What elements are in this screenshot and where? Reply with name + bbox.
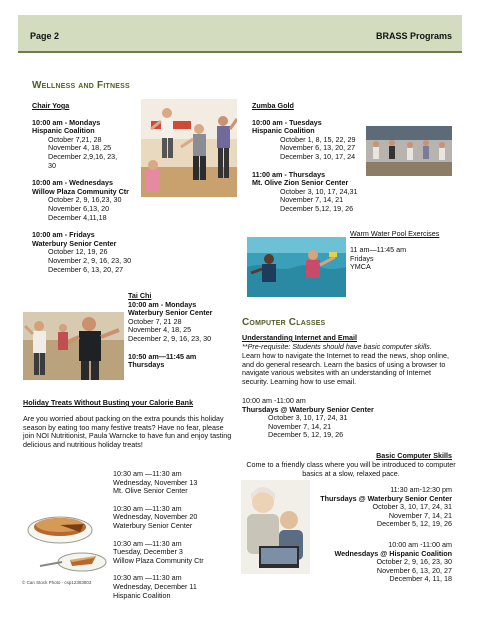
holiday-place-2: Waterbury Senior Center xyxy=(113,520,193,530)
internet-place: Thursdays @ Waterbury Senior Center xyxy=(242,404,374,414)
tai-chi-date-b: November 4, 18, 25 xyxy=(128,325,192,335)
chair-yoga-time-3: 10:00 am - Fridays xyxy=(32,230,95,240)
tai-chi-extra-day: Thursdays xyxy=(128,360,165,370)
chair-yoga-date-1c: December 2,9,16, 23, xyxy=(48,151,118,161)
pool-place: YMCA xyxy=(350,262,371,272)
internet-time: 10:00 am -11:00 am xyxy=(242,396,306,405)
tai-chi-extra-time: 10:50 am—11:45 am xyxy=(128,351,197,361)
zumba-place-2: Mt. Olive Zion Senior Center xyxy=(252,178,349,188)
tai-chi-date-a: October 7, 21 28 xyxy=(128,316,182,326)
pool-day: Fridays xyxy=(350,253,374,263)
holiday-time-3: 10:30 am —11:30 am xyxy=(113,538,182,548)
basic-place-1: Thursdays @ Waterbury Senior Center xyxy=(320,493,452,503)
internet-desc: Learn how to navigate the Internet to read the news, shop online, and do general research. Learn the basics of using a browser to navigate various websites with an understanding of Internet security. Learning how to use email. xyxy=(242,351,449,386)
basic-session-2 xyxy=(334,541,452,584)
chair-yoga-place-2: Willow Plaza Community Ctr xyxy=(32,186,129,196)
basic-date-2b: November 6, 13, 20, 27 xyxy=(376,565,452,575)
holiday-day-3: Tuesday, December 3 xyxy=(113,547,183,557)
chair-yoga-time-2: 10:00 am - Wednesdays xyxy=(32,178,113,188)
internet-schedule xyxy=(242,397,374,440)
chair-yoga-date-1d: 30 xyxy=(48,160,56,170)
chair-yoga-block xyxy=(32,102,131,274)
zumba-date-2a: October 3, 10, 17, 24,31 xyxy=(280,186,358,196)
holiday-body: Are you worried about packing on the extra pounds this holiday season by eating too many festive treats? Have no fear, please join NOI Nutritionist, Paula Warncke to have fun and enjoy tasting delicious and nutritious holiday treats! xyxy=(23,414,232,449)
pool-photo xyxy=(247,237,346,297)
basic-time-1: 11:30 am-12:30 pm xyxy=(390,485,452,494)
chair-yoga-place-1: Hispanic Coalition xyxy=(32,126,95,136)
basic-time-2: 10:00 am -11:00 am xyxy=(388,540,452,549)
tai-chi-photo xyxy=(23,312,124,380)
holiday-time-2: 10:30 am —11:30 am xyxy=(113,503,182,513)
chair-yoga-date-3c: December 6, 13, 20, 27 xyxy=(48,264,124,274)
computer-class-photo xyxy=(241,480,310,574)
chair-yoga-title: Chair Yoga xyxy=(32,101,70,110)
internet-date-a: October 3, 10, 17, 24, 31 xyxy=(268,413,348,423)
chair-yoga-date-2c: December 4,11,18 xyxy=(48,212,107,222)
basic-date-1c: December 5, 12, 19, 26 xyxy=(376,519,452,529)
holiday-day-4: Wednesday, December 11 xyxy=(113,581,197,591)
zumba-date-1a: October 1, 8, 15, 22, 29 xyxy=(280,134,356,144)
tai-chi-place: Waterbury Senior Center xyxy=(128,308,213,318)
chair-yoga-date-2b: November 6,13, 20 xyxy=(48,203,110,213)
chair-yoga-place-3: Waterbury Senior Center xyxy=(32,238,117,248)
internet-prereq: **Pre-requisite: Students should have basic computer skills. xyxy=(242,342,432,351)
computer-section-title: Computer Classes xyxy=(242,317,326,328)
publication-name: BRASS Programs xyxy=(375,31,452,41)
page-number: Page 2 xyxy=(30,31,60,41)
chair-yoga-photo xyxy=(141,99,237,197)
pie-photo xyxy=(20,500,115,586)
chair-yoga-date-1a: October 7,21, 28 xyxy=(48,134,102,144)
pool-title: Warm Water Pool Exercises xyxy=(350,229,440,238)
zumba-date-2b: November 7, 14, 21 xyxy=(280,195,344,205)
chair-yoga-date-1b: November 4, 18, 25 xyxy=(48,143,112,153)
zumba-place-1: Hispanic Coalition xyxy=(252,126,315,136)
tai-chi-block xyxy=(128,292,212,370)
zumba-block xyxy=(252,102,358,214)
chair-yoga-time-1: 10:00 am - Mondays xyxy=(32,117,101,127)
basic-date-2c: December 4, 11, 18 xyxy=(389,574,452,584)
holiday-time-4: 10:30 am —11:30 am xyxy=(113,573,182,583)
pool-info xyxy=(350,246,406,272)
basic-date-1b: November 7, 14, 21 xyxy=(388,510,452,520)
basic-place-2: Wednesdays @ Hispanic Coalition xyxy=(334,548,452,558)
zumba-time-1: 10:00 am - Tuesdays xyxy=(252,117,322,127)
basic-date-2a: October 2, 9, 16, 23, 30 xyxy=(376,557,452,567)
holiday-sessions xyxy=(113,470,204,600)
basic-session-1 xyxy=(320,486,452,529)
holiday-place-1: Mt. Olive Senior Center xyxy=(113,486,188,496)
basic-desc: Come to a friendly class where you will be introduced to computer basics at a slow, relaxed pace. xyxy=(246,460,456,478)
zumba-date-1b: November 6, 13, 20, 27 xyxy=(280,143,356,153)
chair-yoga-date-3b: November 2, 9, 16, 23, 30 xyxy=(48,255,132,265)
header-divider xyxy=(18,51,462,53)
wellness-section-title: Wellness and Fitness xyxy=(32,80,130,91)
pool-time: 11 am—11:45 am xyxy=(350,245,407,254)
chair-yoga-date-2a: October 2, 9, 16,23, 30 xyxy=(48,195,122,205)
zumba-photo xyxy=(366,126,452,176)
photo-credit: © Can Stock Photo - csp12383803 xyxy=(22,580,92,585)
zumba-time-2: 11:00 am - Thursdays xyxy=(252,169,326,179)
holiday-day-2: Wednesday, November 20 xyxy=(113,512,198,522)
holiday-title: Holiday Treats Without Busting your Calorie Bank xyxy=(23,398,194,407)
holiday-time-1: 10:30 am —11:30 am xyxy=(113,469,182,478)
zumba-title: Zumba Gold xyxy=(252,101,294,110)
chair-yoga-date-3a: October 12, 19, 26 xyxy=(48,247,108,257)
zumba-date-1c: December 3, 10, 17, 24 xyxy=(280,151,356,161)
internet-class-title: Understanding Internet and Email xyxy=(242,333,358,342)
tai-chi-time: 10:00 am - Mondays xyxy=(128,299,197,309)
tai-chi-date-c: December 2, 9, 16, 23, 30 xyxy=(128,333,212,343)
internet-date-c: December 5, 12, 19, 26 xyxy=(268,430,344,440)
tai-chi-title: Tai Chi xyxy=(128,291,152,300)
basic-date-1a: October 3, 10, 17, 24, 31 xyxy=(372,502,452,512)
internet-date-b: November 7, 14, 21 xyxy=(268,421,332,431)
holiday-day-1: Wednesday, November 13 xyxy=(113,477,198,487)
holiday-place-3: Willow Plaza Community Ctr xyxy=(113,555,204,565)
zumba-date-2c: December 5,12, 19, 26 xyxy=(280,203,354,213)
holiday-place-4: Hispanic Coalition xyxy=(113,590,171,600)
basic-class-title: Basic Computer Skills xyxy=(376,451,452,460)
